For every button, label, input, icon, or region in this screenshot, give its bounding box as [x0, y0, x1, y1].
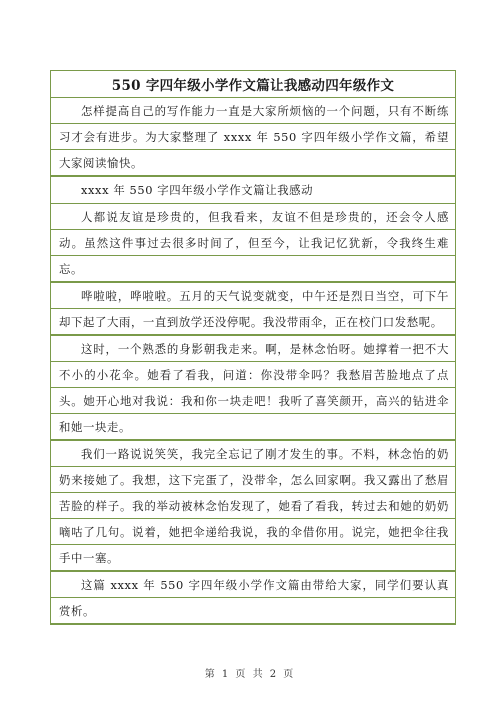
essay-heading: xxxx 年 550 字四年级小学作文篇让我感动 [51, 177, 455, 204]
essay-paragraph-4: 我们一路说说笑笑，我完全忘记了刚才发生的事。不料，林念怡的奶奶来接她了。我想，这下完蛋了，没带伞，怎么回家啊。我又露出了愁眉苦脸的样子。我的举动被林念怡发现了，她看了看我，转过去和她的奶奶嘀咕了几句。说着，她把伞递给我说，我的伞借你用。说完，她把伞往我手中一塞。 [51, 441, 455, 572]
document-table [50, 70, 456, 625]
intro-paragraph: 怎样提高自己的写作能力一直是大家所烦恼的一个问题，只有不断练习才会有进步。为大家整理了 xxxx 年 550 字四年级小学作文篇，希望大家阅读愉快。 [51, 98, 455, 177]
closing-paragraph: 这篇 xxxx 年 550 字四年级小学作文篇由带给大家，同学们要认真赏析。 [51, 572, 455, 624]
essay-paragraph-2: 哗啦啦，哗啦啦。五月的天气说变就变，中午还是烈日当空，可下午却下起了大雨，一直到放学还没停呢。我没带雨伞，正在校门口发愁呢。 [51, 283, 455, 336]
document-title: 550 字四年级小学作文篇让我感动四年级作文 [51, 71, 455, 98]
essay-paragraph-3: 这时，一个熟悉的身影朝我走来。啊，是林念怡呀。她撑着一把不大不小的小花伞。她看了看我，问道：你没带伞吗？我愁眉苦脸地点了点头。她开心地对我说：我和你一块走吧！我听了喜笑颜开，高兴的钻进伞和她一块走。 [51, 336, 455, 441]
page-number: 第 1 页 共 2 页 [204, 669, 296, 680]
essay-paragraph-1: 人都说友谊是珍贵的，但我看来，友谊不但是珍贵的，还会令人感动。虽然这件事过去很多时间了，但至今，让我记忆犹新，令我终生难忘。 [51, 204, 455, 283]
